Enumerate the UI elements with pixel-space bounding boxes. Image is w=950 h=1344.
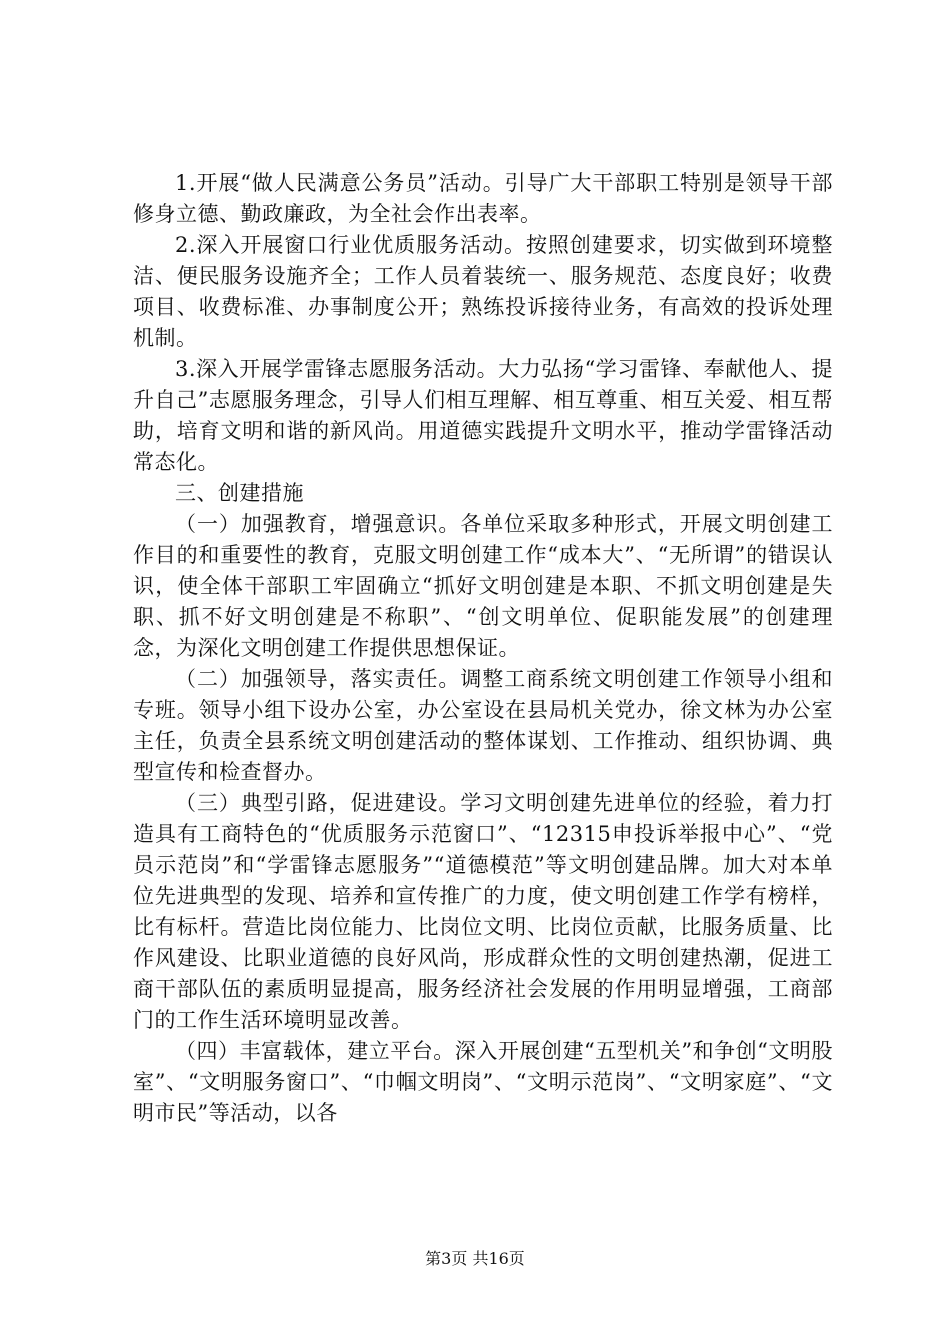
paragraph-3: 3.深入开展学雷锋志愿服务活动。大力弘扬“学习雷锋、奉献他人、提升自己”志愿服务理念，引导人们相互理解、相互尊重、相互关爱、相互帮助，培育文明和谐的新风尚。用道德实践提升文明水平，推动学雷锋活动常态化。	[133, 357, 833, 474]
page-number: 第3页 共16页	[425, 1249, 525, 1268]
paragraph-7: （四）丰富载体，建立平台。深入开展创建“五型机关”和争创“文明股室”、“文明服务窗口”、“巾帼文明岗”、“文明示范岗”、“文明家庭”、“文明市民”等活动，以各	[133, 1039, 833, 1125]
paragraph-1: 1.开展“做人民满意公务员”活动。引导广大干部职工特别是领导干部修身立德、勤政廉政，为全社会作出表率。	[133, 171, 833, 226]
paragraph-6: （三）典型引路，促进建设。学习文明创建先进单位的经验，着力打造具有工商特色的“优质服务示范窗口”、“12315申投诉举报中心”、“党员示范岗”和“学雷锋志愿服务”“道德模范”等文明创建品牌。加大对本单位先进典型的发现、培养和宣传推广的力度，使文明创建工作学有榜样，比有标杆。营造比岗位能力、比岗位文明、比岗位贡献，比服务质量、比作风建设、比职业道德的良好风尚，形成群众性的文明创建热潮，促进工商干部队伍的素质明显提高，服务经济社会发展的作用明显增强，工商部门的工作生活环境明显改善。	[133, 791, 833, 1032]
section-heading: 三、创建措施	[175, 481, 304, 505]
page-footer	[0, 1246, 950, 1269]
paragraph-4: （一）加强教育，增强意识。各单位采取多种形式，开展文明创建工作目的和重要性的教育，克服文明创建工作“成本大”、“无所谓”的错误认识，使全体干部职工牢固确立“抓好文明创建是本职、不抓文明创建是失职、抓不好文明创建是不称职”、“创文明单位、促职能发展”的创建理念，为深化文明创建工作提供思想保证。	[133, 512, 833, 660]
paragraph-2: 2.深入开展窗口行业优质服务活动。按照创建要求，切实做到环境整洁、便民服务设施齐全；工作人员着装统一、服务规范、态度良好；收费项目、收费标准、办事制度公开；熟练投诉接待业务，有高效的投诉处理机制。	[133, 233, 833, 350]
document-body	[133, 168, 833, 1129]
paragraph-5: （二）加强领导，落实责任。调整工商系统文明创建工作领导小组和专班。领导小组下设办公室，办公室设在县局机关党办，徐文林为办公室主任，负责全县系统文明创建活动的整体谋划、工作推动、组织协调、典型宣传和检查督办。	[133, 667, 833, 784]
